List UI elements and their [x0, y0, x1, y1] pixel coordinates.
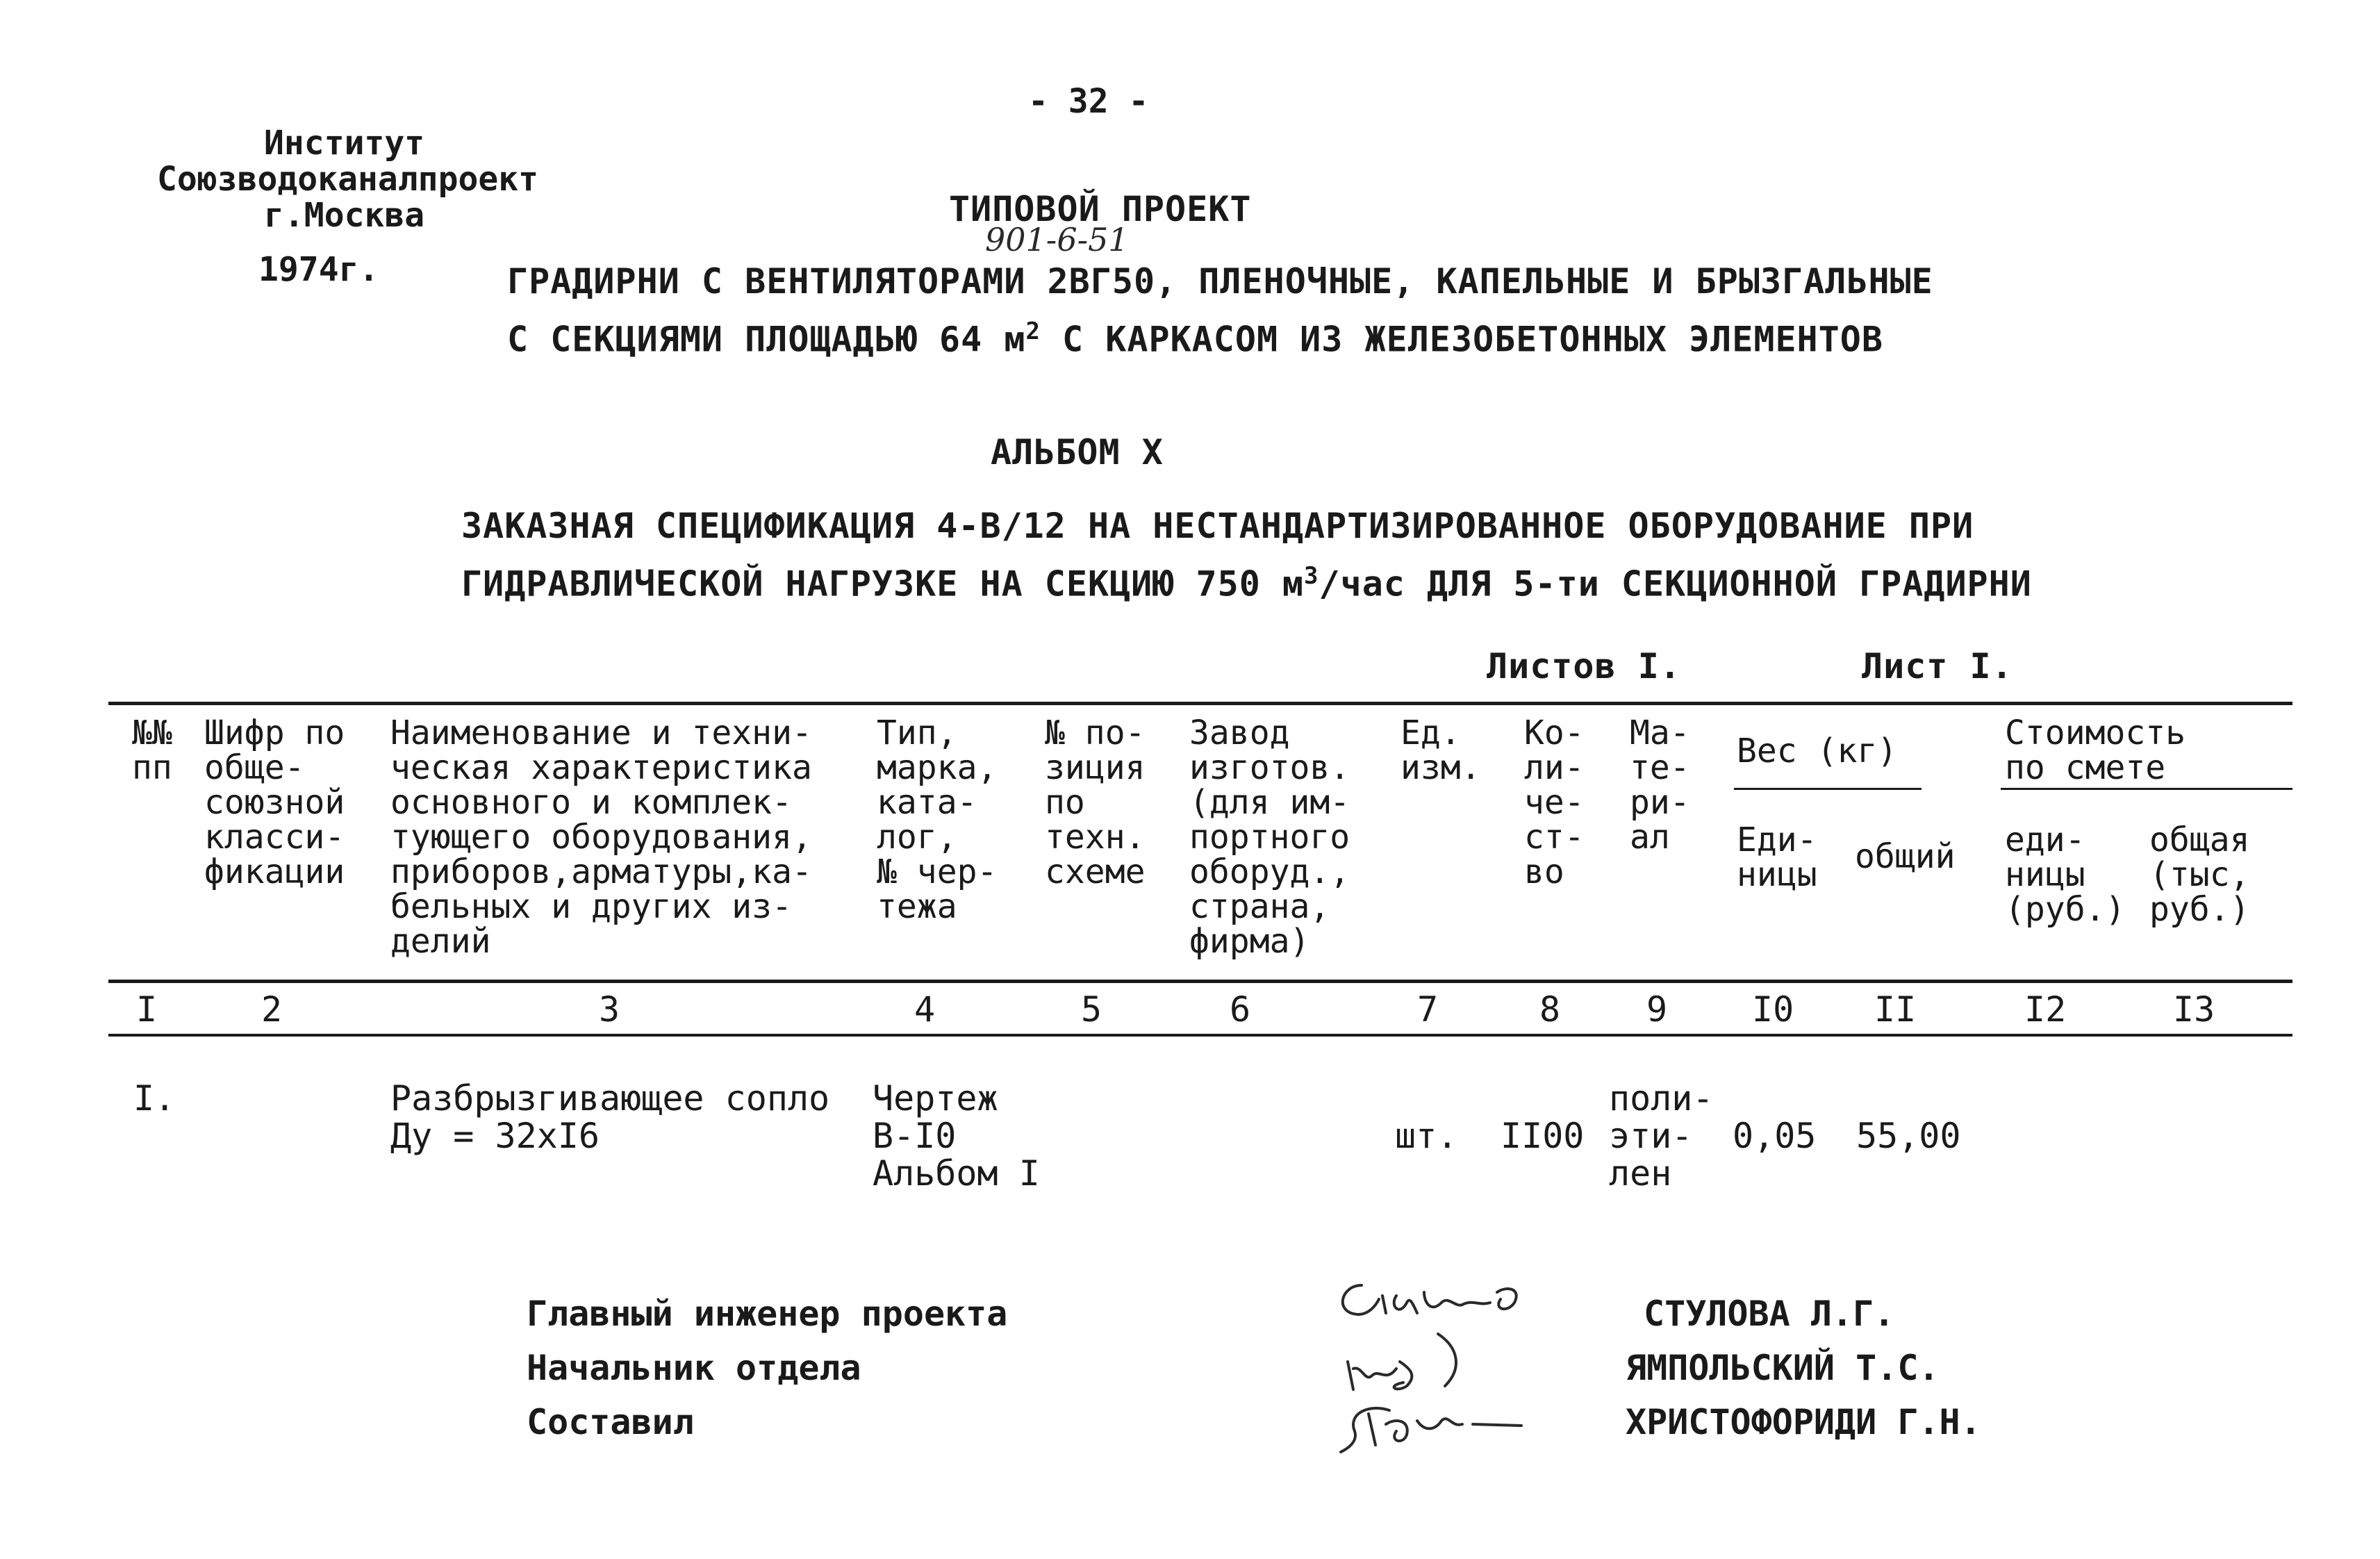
- header-row-number: №№ пп: [132, 713, 172, 787]
- row-item-type: Чертеж В-I0 Альбом I: [873, 1078, 1040, 1194]
- handwritten-signatures: [1320, 1264, 1584, 1459]
- project-title-line1: ГРАДИРНИ С ВЕНТИЛЯТОРАМИ 2ВГ50, ПЛЕНОЧНЫЕ, КАПЕЛЬНЫЕ И БРЫЗГАЛЬНЫЕ: [507, 261, 1933, 302]
- column-number: 8: [1539, 989, 1561, 1030]
- header-position: № по- зиция по техн. схеме: [1045, 713, 1146, 891]
- header-factory: Завод изготов. (для им- портного оборуд., страна, фирма): [1189, 713, 1350, 961]
- table-top-rule: [108, 702, 2292, 705]
- header-quantity: Ко- ли- че- ст- во: [1524, 713, 1585, 891]
- signature-role: Главный инженер проекта: [527, 1294, 1008, 1334]
- signature-name: ХРИСТОФОРИДИ Г.Н.: [1626, 1402, 1981, 1442]
- column-number: 5: [1081, 989, 1102, 1030]
- column-number: I: [136, 989, 158, 1030]
- header-bottom-rule: [108, 980, 2292, 983]
- row-item-material: поли- эти- лен: [1609, 1078, 1714, 1194]
- institute-name: Институт: [264, 124, 425, 163]
- column-number: II: [1874, 989, 1917, 1030]
- sheet-current: Лист I.: [1862, 646, 2013, 686]
- column-number: 2: [261, 989, 283, 1030]
- institute-org: Союзводоканалпроект: [157, 160, 539, 199]
- signature-role: Составил: [527, 1402, 694, 1442]
- institute-city: г.Москва: [264, 196, 425, 235]
- institute-year: 1974г.: [258, 250, 379, 289]
- header-name-description: Наименование и техни- ческая характеристика основного и комплек- тующего оборудования, приборов,арматуры,ка- бельных и других из- делий: [390, 713, 812, 961]
- row-item-name: Разбрызгивающее сопло Ду = 32хI6: [390, 1078, 830, 1156]
- header-weight-unit: Еди- ницы: [1737, 820, 1817, 894]
- row-number: I.: [133, 1078, 176, 1119]
- weight-subheader-rule: [1734, 788, 1922, 790]
- header-unit: Ед. изм.: [1400, 713, 1481, 787]
- row-weight-total: 55,00: [1856, 1116, 1961, 1156]
- header-type-mark: Тип, марка, ката- лог, № чер- тежа: [877, 713, 998, 926]
- row-item-quantity: II00: [1501, 1116, 1585, 1156]
- column-number: 9: [1646, 989, 1668, 1030]
- signature-name: ЯМПОЛЬСКИЙ Т.С.: [1626, 1348, 1940, 1388]
- spec-title-line2: ГИДРАВЛИЧЕСКОЙ НАГРУЗКЕ НА СЕКЦИЮ 750 $м^3$/час ДЛЯ 5-ти СЕКЦИОННОЙ ГРАДИРНИ: [461, 562, 2032, 604]
- row-item-unit: шт.: [1395, 1116, 1458, 1156]
- column-number: 6: [1230, 989, 1251, 1030]
- column-number: I0: [1752, 989, 1794, 1030]
- sheets-total: Листов I.: [1487, 646, 1681, 686]
- column-number: 4: [914, 989, 936, 1030]
- album-title: АЛЬБОМ Х: [991, 432, 1164, 472]
- signature-name: СТУЛОВА Л.Г.: [1644, 1294, 1895, 1334]
- row-weight-unit: 0,05: [1733, 1116, 1817, 1156]
- header-weight: Вес (кг): [1737, 732, 1898, 770]
- header-cost-total: общая (тыс, руб.): [2149, 820, 2250, 929]
- header-material: Ма- те- ри- ал: [1630, 713, 1690, 857]
- header-cost-unit: еди- ницы (руб.): [2005, 820, 2126, 929]
- cost-subheader-rule: [2001, 788, 2292, 790]
- signature-role: Начальник отдела: [527, 1348, 861, 1388]
- project-label: ТИПОВОЙ ПРОЕКТ: [949, 189, 1252, 229]
- handwritten-project-code: 901-6-51: [985, 221, 1129, 258]
- column-number: 7: [1417, 989, 1439, 1030]
- header-classification-code: Шифр по обще- союзной класси- фикации: [204, 713, 345, 891]
- column-number: 3: [599, 989, 620, 1030]
- project-title-line2: С СЕКЦИЯМИ ПЛОЩАДЬЮ 64 $м^2$ С КАРКАСОМ ИЗ ЖЕЛЕЗОБЕТОННЫХ ЭЛЕМЕНТОВ: [507, 317, 1883, 360]
- header-cost: Стоимость по смете: [2005, 713, 2186, 787]
- page-number: - 32 -: [1028, 82, 1149, 121]
- column-number: I3: [2173, 989, 2215, 1030]
- column-numbers-rule: [108, 1034, 2292, 1037]
- spec-title-line1: ЗАКАЗНАЯ СПЕЦИФИКАЦИЯ 4-В/12 НА НЕСТАНДАРТИЗИРОВАННОЕ ОБОРУДОВАНИЕ ПРИ: [461, 506, 1974, 546]
- column-number: I2: [2024, 989, 2067, 1030]
- header-weight-total: общий: [1855, 837, 1956, 876]
